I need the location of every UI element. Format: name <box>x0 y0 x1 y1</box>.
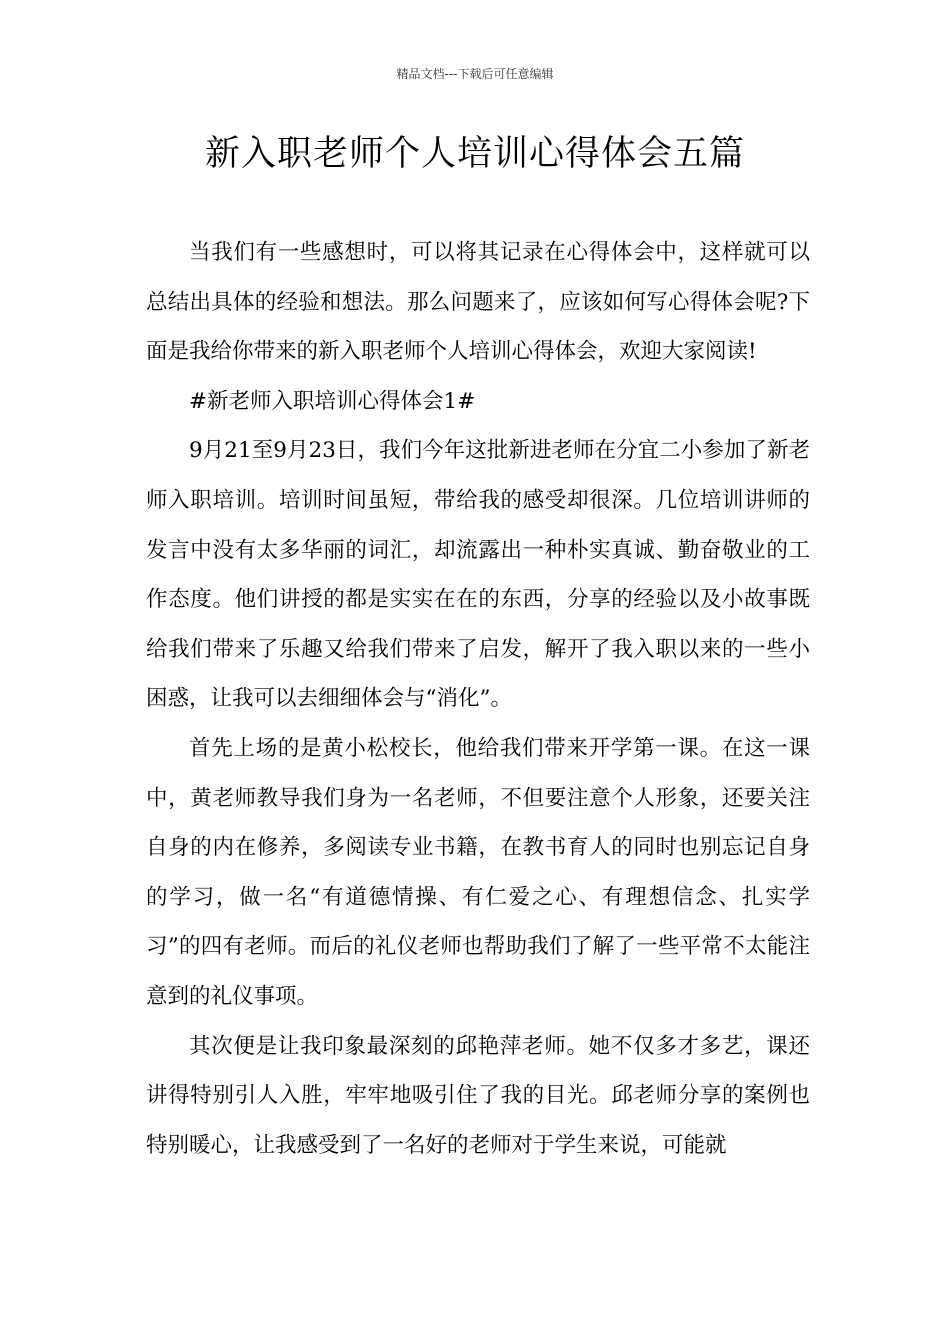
paragraph-intro: 当我们有一些感想时，可以将其记录在心得体会中，这样就可以总结出具体的经验和想法。那么问题来了，应该如何写心得体会呢?下面是我给你带来的新入职老师个人培训心得体会，欢迎大家阅读! <box>146 240 810 365</box>
paragraph: 首先上场的是黄小松校长，他给我们带来开学第一课。在这一课中，黄老师教导我们身为一名老师，不但要注意个人形象，还要关注自身的内在修养，多阅读专业书籍，在教书育人的同时也别忘记自身的学习，做一名“有道德情操、有仁爱之心、有理想信念、扎实学习”的四有老师。而后的礼仪老师也帮助我们了解了一些平常不太能注意到的礼仪事项。 <box>146 735 810 1009</box>
paragraph: 9月21至9月23日，我们今年这批新进老师在分宜二小参加了新老师入职培训。培训时间虽短，带给我的感受却很深。几位培训讲师的发言中没有太多华丽的词汇，却流露出一种朴实真诚、勤奋敬业的工作态度。他们讲授的都是实实在在的东西，分享的经验以及小故事既给我们带来了乐趣又给我们带来了启发，解开了我入职以来的一些小困惑，让我可以去细细体会与“消化”。 <box>146 438 810 712</box>
paragraph: 其次便是让我印象最深刻的邱艳萍老师。她不仅多才多艺，课还讲得特别引人入胜，牢牢地吸引住了我的目光。邱老师分享的案例也特别暖心，让我感受到了一名好的老师对于学生来说，可能就 <box>146 1033 810 1158</box>
section-heading: #新老师入职培训心得体会1# <box>189 388 476 414</box>
page-header-note: 精品文档---下载后可任意编辑 <box>396 67 554 81</box>
document-title: 新入职老师个人培训心得体会五篇 <box>204 134 745 174</box>
document-body <box>146 228 810 1170</box>
